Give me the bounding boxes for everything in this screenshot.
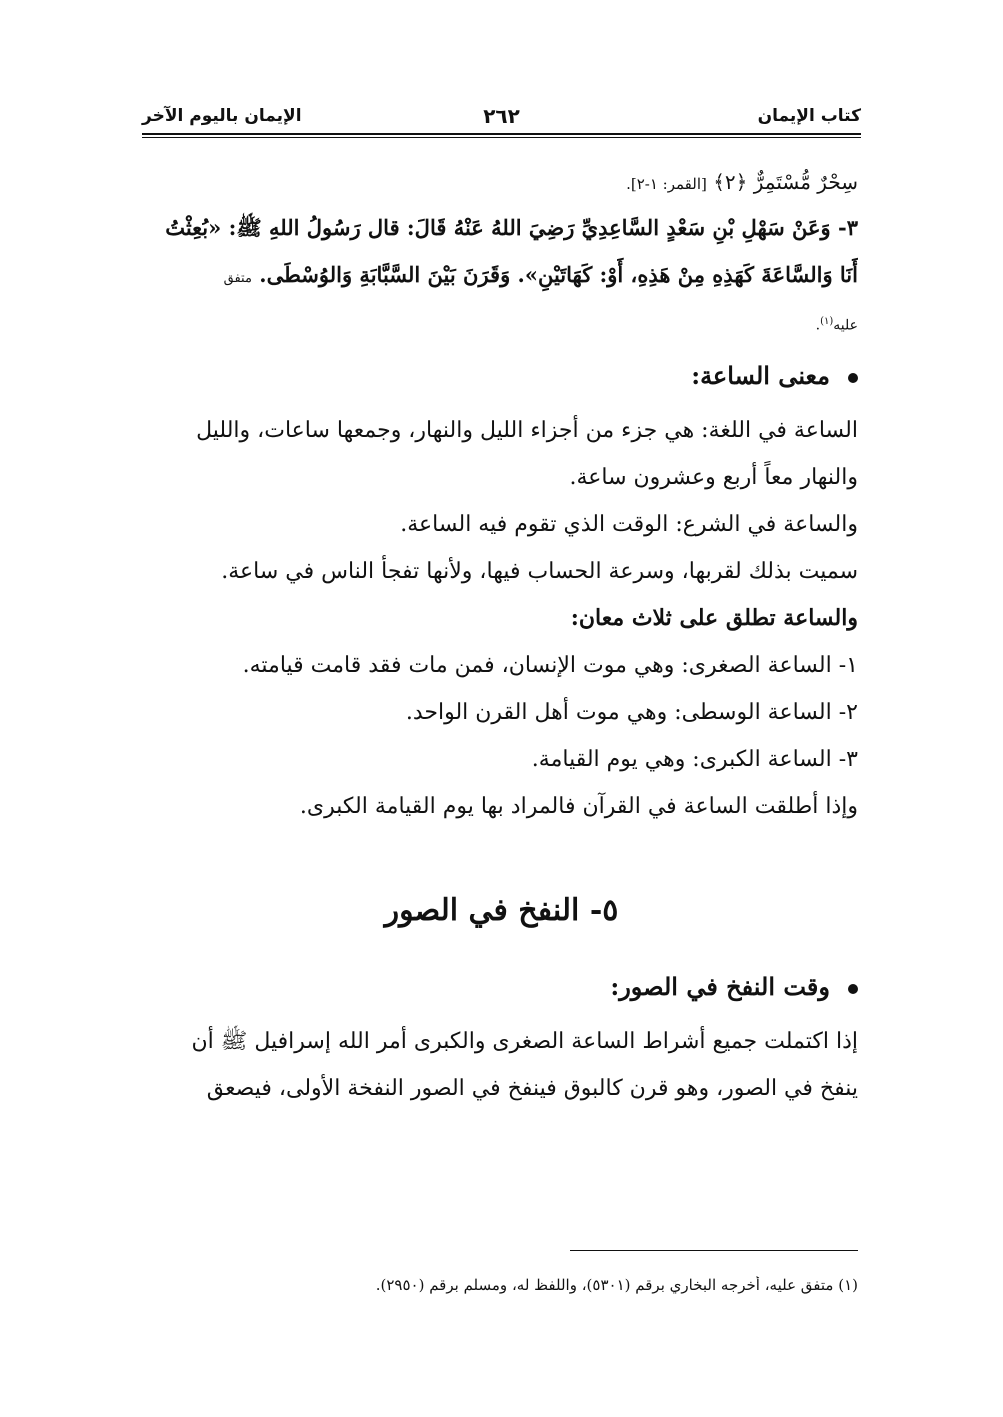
bullet-icon xyxy=(848,373,858,383)
paragraph-line: والنهار معاً أربع وعشرون ساعة. xyxy=(569,465,858,490)
quran-reference: [القمر: ١-٢]. xyxy=(626,175,707,193)
header-book-title: كتاب الإيمان xyxy=(757,106,861,126)
hadith-source-end: عليه xyxy=(833,317,858,334)
paragraph-line: الساعة في اللغة: هي جزء من أجزاء الليل والنهار، وجمعها ساعات، والليل xyxy=(196,418,858,443)
paragraph-line: ينفخ في الصور، وهو قرن كالبوق فينفخ في الصور النفخة الأولى، فيصعق xyxy=(206,1076,858,1101)
hadith-source: متفق xyxy=(223,271,252,286)
footnote: (١) متفق عليه، أخرجه البخاري برقم (٥٣٠١)، واللفظ له، ومسلم برقم (٢٩٥٠). xyxy=(375,1276,858,1294)
hadith-line-3 xyxy=(145,298,858,345)
hadith-period: . xyxy=(815,317,821,334)
hadith-text-2: أَنَا وَالسَّاعَةَ كَهَذِهِ مِنْ هَذِهِ، أَوْ: كَهَاتَيْنِ». وَقَرَنَ بَيْنَ السَّبَّابَةِ وَالوُسْطَى. xyxy=(259,262,858,287)
section-heading-text: وقت النفخ في الصور: xyxy=(610,972,830,1001)
paragraph-line: والساعة في الشرع: الوقت الذي تقوم فيه الساعة. xyxy=(400,512,858,537)
running-header xyxy=(142,104,861,132)
section-heading-text: معنى الساعة: xyxy=(691,361,830,390)
list-item: ١- الساعة الصغرى: وهي موت الإنسان، فمن مات فقد قامت قيامته. xyxy=(242,653,858,678)
hadith-line-2 xyxy=(145,251,858,298)
page-body xyxy=(145,160,858,1112)
paragraph-line: سميت بذلك لقربها، وسرعة الحساب فيها، ولأنها تفجأ الناس في ساعة. xyxy=(221,559,858,584)
header-chapter-title: الإيمان باليوم الآخر xyxy=(142,106,302,126)
paragraph-line: والساعة تطلق على ثلاث معان: xyxy=(570,605,858,631)
paragraph-line: وإذا أطلقت الساعة في القرآن فالمراد بها يوم القيامة الكبرى. xyxy=(299,794,858,819)
list-item: ٢- الساعة الوسطى: وهي موت أهل القرن الواحد. xyxy=(405,700,858,725)
header-rule-thin xyxy=(142,137,861,138)
section-heading-meaning xyxy=(145,345,858,407)
header-rule xyxy=(142,133,861,135)
bullet-icon xyxy=(848,984,858,994)
section-title: ٥- النفخ في الصور xyxy=(384,893,619,928)
quran-verse xyxy=(145,160,858,204)
quran-text: سِحْرٌ مُّسْتَمِرٌّ ﴿٢﴾ xyxy=(713,170,858,194)
section-heading-time xyxy=(145,956,858,1018)
page-number: ٢٦٢ xyxy=(483,104,520,128)
footnote-marker: (١) xyxy=(820,316,834,327)
footnote-separator xyxy=(570,1250,858,1251)
paragraph-line: إذا اكتملت جميع أشراط الساعة الصغرى والكبرى أمر الله إسرافيل ﷺ أن xyxy=(191,1029,858,1054)
hadith-line-1: ٣- وَعَنْ سَهْلِ بْنِ سَعْدٍ السَّاعِدِيِّ رَضِيَ اللهُ عَنْهُ قَالَ: قال رَسُولُ اللهِ ﷺ: «بُعِثْتُ xyxy=(165,215,858,240)
list-item: ٣- الساعة الكبرى: وهي يوم القيامة. xyxy=(531,747,858,772)
